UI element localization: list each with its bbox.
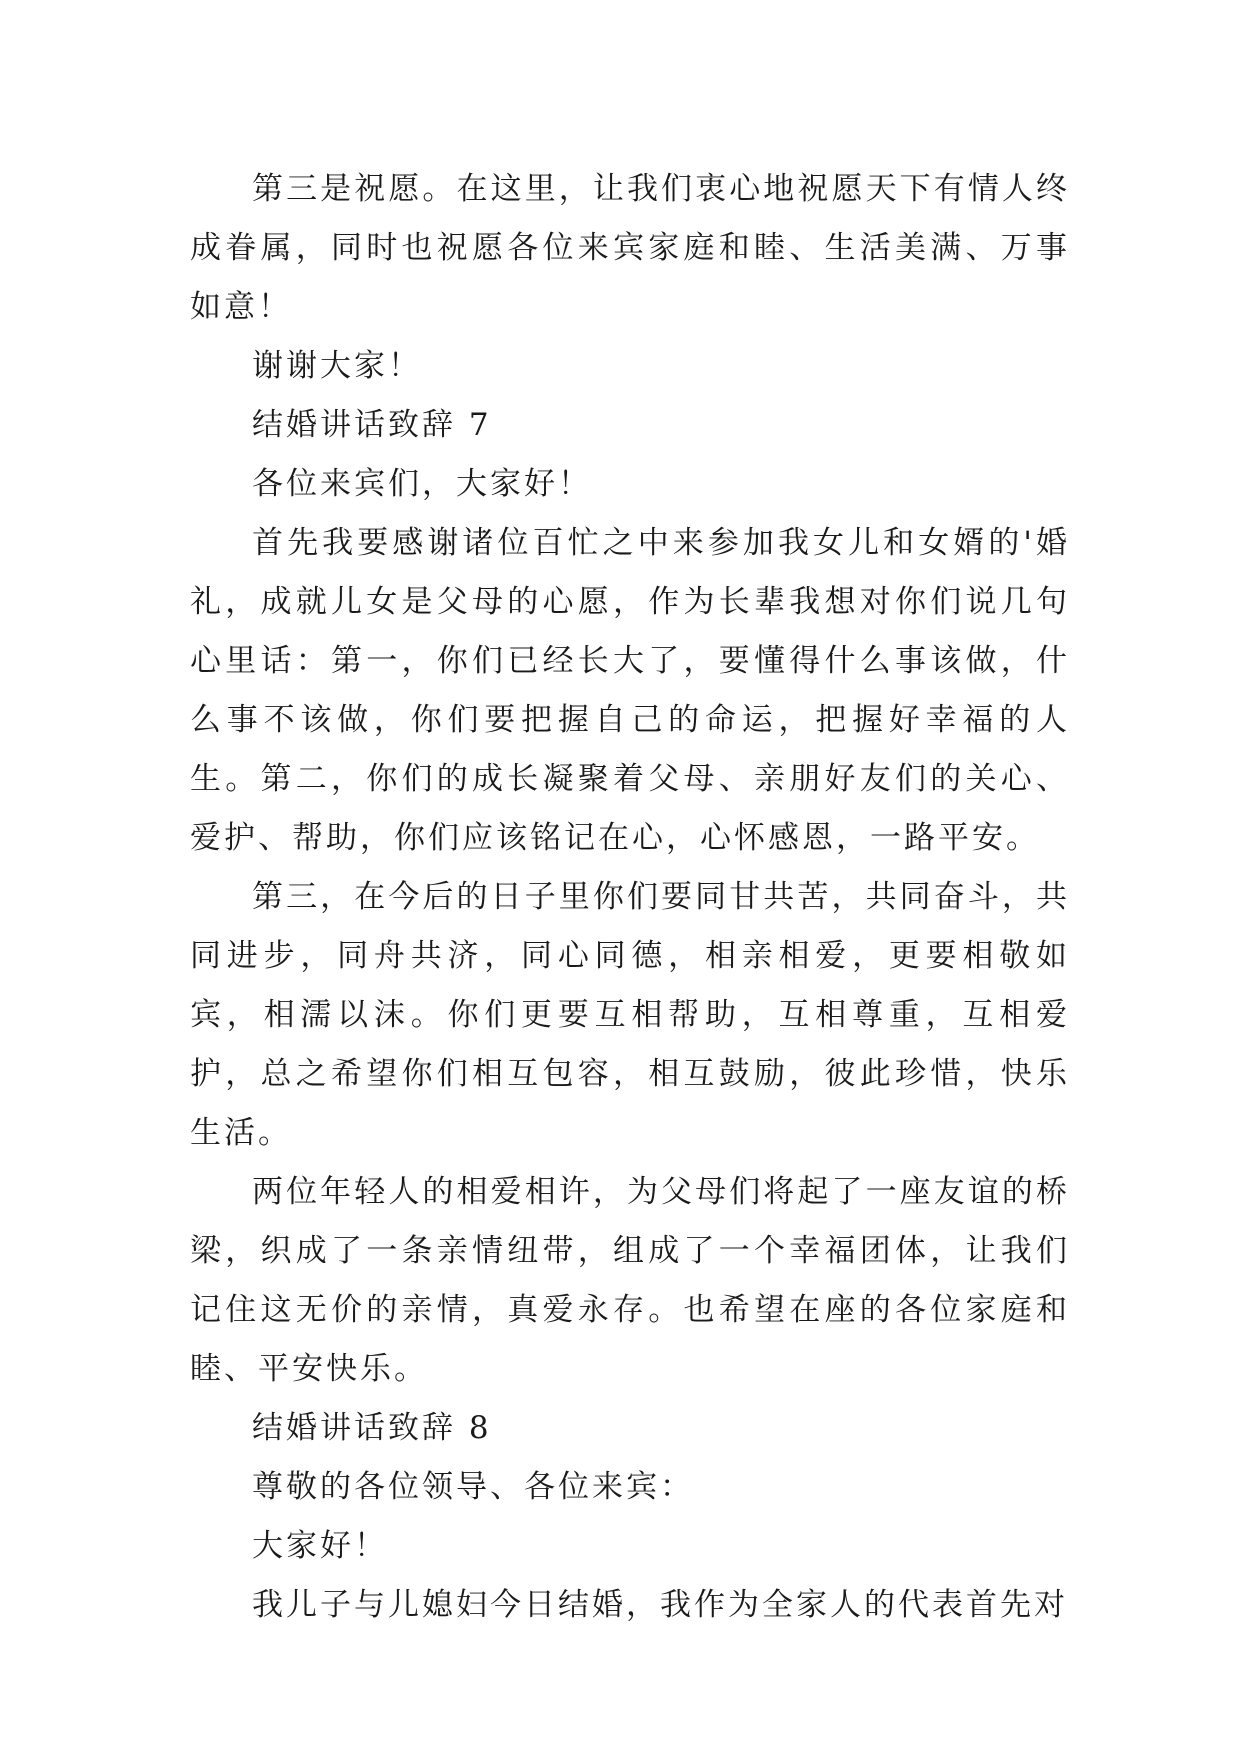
document-body <box>190 160 1070 1635</box>
paragraph-thanks: 谢谢大家！ <box>252 348 422 384</box>
paragraph-wish: 第三是祝愿。在这里，让我们衷心地祝愿天下有情人终成眷属，同时也祝愿各位来宾家庭和睦、生活美满、万事如意！ <box>190 171 1070 325</box>
paragraph-greeting-7: 各位来宾们，大家好！ <box>252 466 592 502</box>
paragraph-opening-8: 我儿子与儿媳妇今日结婚，我作为全家人的代表首先对 <box>252 1587 1068 1623</box>
paragraph-bridge: 两位年轻人的相爱相许，为父母们将起了一座友谊的桥梁，织成了一条亲情纽带，组成了一个幸福团体，让我们记住这无价的亲情，真爱永存。也希望在座的各位家庭和睦、平安快乐。 <box>190 1174 1070 1387</box>
paragraph-third: 第三，在今后的日子里你们要同甘共苦，共同奋斗，共同进步，同舟共济，同心同德，相亲相爱，更要相敬如宾，相濡以沫。你们更要互相帮助，互相尊重，互相爱护，总之希望你们相互包容，相互鼓励，彼此珍惜，快乐生活。 <box>190 879 1070 1151</box>
section-heading-8: 结婚讲话致辞 8 <box>252 1410 492 1446</box>
paragraph-salutation-8: 尊敬的各位领导、各位来宾： <box>252 1469 694 1505</box>
paragraph-first-second: 首先我要感谢诸位百忙之中来参加我女儿和女婿的'婚礼，成就儿女是父母的心愿，作为长辈我想对你们说几句心里话：第一，你们已经长大了，要懂得什么事该做，什么事不该做，你们要把握自己的命运，把握好幸福的人生。第二，你们的成长凝聚着父母、亲朋好友们的关心、爱护、帮助，你们应该铭记在心，心怀感恩，一路平安。 <box>190 525 1070 856</box>
section-heading-7: 结婚讲话致辞 7 <box>252 407 492 443</box>
paragraph-greeting-8: 大家好！ <box>252 1528 388 1564</box>
